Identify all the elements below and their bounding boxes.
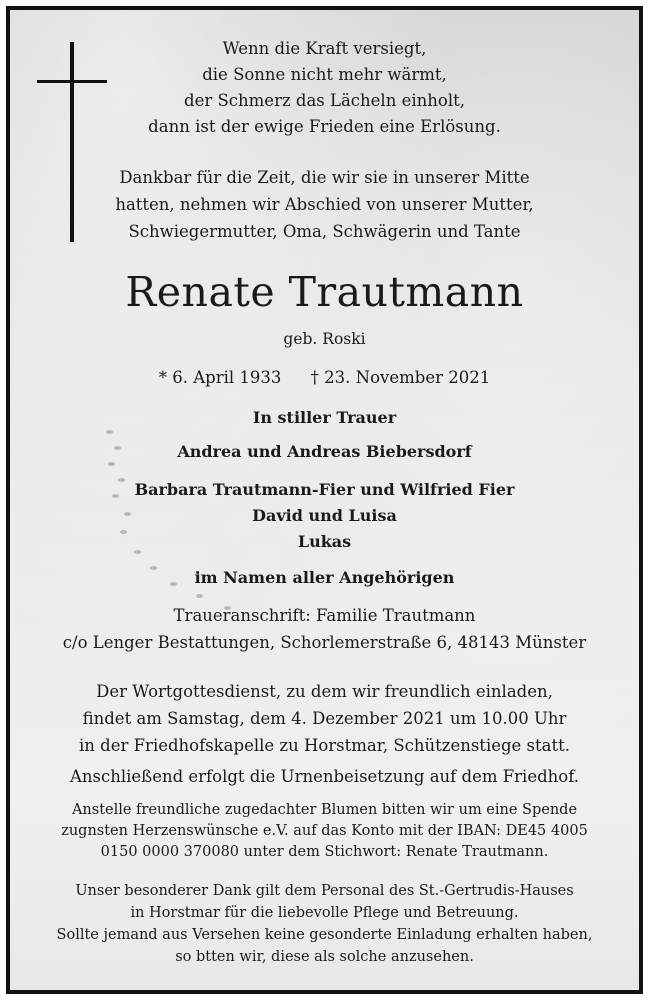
mourners-closing: im Namen aller Angehörigen [194, 568, 455, 587]
closing-line: in Horstmar für die liebevolle Pflege und Betreuung. [130, 905, 519, 921]
closing-thanks [10, 880, 639, 968]
death-date: † 23. November 2021 [310, 368, 491, 387]
poem-line: Wenn die Kraft versiegt, [222, 39, 427, 58]
mourner-name: David und Luisa [252, 506, 397, 525]
donation-line: zugnsten Herzenswünsche e.V. auf das Konto mit der IBAN: DE45 4005 [61, 823, 588, 839]
thanks-line: Dankbar für die Zeit, die wir sie in unserer Mitte [119, 168, 530, 187]
poem-line: der Schmerz das Lächeln einholt, [184, 91, 465, 110]
service-line: findet am Samstag, dem 4. Dezember 2021 um 10.00 Uhr [82, 709, 567, 728]
mourners-intro: In stiller Trauer [252, 408, 397, 427]
mourner-name: Barbara Trautmann-Fier und Wilfried Fier [134, 480, 515, 499]
donation-line: Anstelle freundliche zugedachter Blumen bitten wir um eine Spende [71, 802, 578, 818]
deceased-name: Renate Trautmann [125, 268, 524, 316]
donation-line: 0150 0000 370080 unter dem Stichwort: Renate Trautmann. [100, 844, 549, 860]
maiden-name: geb. Roski [283, 330, 366, 348]
poem-line: die Sonne nicht mehr wärmt, [202, 65, 447, 84]
closing-line: so btten wir, diese als solche anzusehen. [175, 949, 474, 965]
obituary-frame [6, 6, 643, 994]
address-line: Traueranschrift: Familie Trautmann [173, 606, 476, 625]
mourner-name: Andrea und Andreas Biebersdorf [177, 442, 472, 461]
poem [10, 36, 639, 140]
service-info [10, 678, 639, 790]
thanks-intro [10, 164, 639, 245]
donation-info [10, 800, 639, 863]
address [10, 602, 639, 656]
service-line: Der Wortgottesdienst, zu dem wir freundlich einladen, [96, 682, 553, 701]
closing-line: Unser besonderer Dank gilt dem Personal des St.-Gertrudis-Hauses [75, 883, 574, 899]
service-line: in der Friedhofskapelle zu Horstmar, Schützenstiege statt. [79, 736, 570, 755]
mourner-name: Lukas [297, 532, 352, 551]
address-line: c/o Lenger Bestattungen, Schorlemerstraße 6, 48143 Münster [62, 633, 587, 652]
birth-date: * 6. April 1933 [158, 368, 282, 387]
thanks-line: Schwiegermutter, Oma, Schwägerin und Tante [128, 222, 521, 241]
life-dates [10, 366, 639, 390]
poem-line: dann ist der ewige Frieden eine Erlösung. [148, 117, 501, 136]
thanks-line: hatten, nehmen wir Abschied von unserer Mutter, [115, 195, 534, 214]
service-line: Anschließend erfolgt die Urnenbeisetzung auf dem Friedhof. [69, 767, 579, 786]
closing-line: Sollte jemand aus Versehen keine gesonderte Einladung erhalten haben, [56, 927, 593, 943]
